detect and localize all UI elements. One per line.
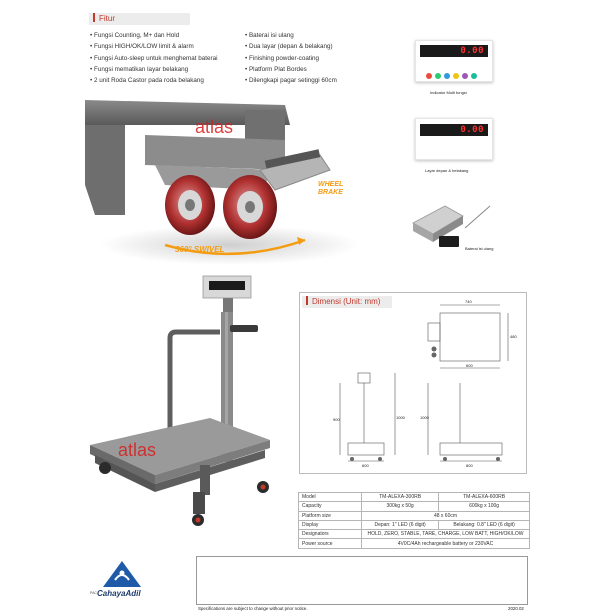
brand-logo [90,560,170,602]
dimensions-title: Dimensi (Unit: mm) [312,297,381,306]
spec-table-wrapper [298,492,530,549]
footer-date: 2020.02 [508,606,524,611]
swivel-label: 360° SWIVEL [175,245,225,254]
dual-display-caption: Layar depan & belakang [425,168,469,173]
dimension-drawings [300,293,526,473]
indicator-screen [420,45,488,57]
indicator-button [462,73,468,79]
wheel-brake-line2: BRAKE [318,189,343,196]
dim-side-height: 1000 [420,415,429,420]
table-cell-label: Display [299,520,362,529]
platform-scale-illustration [85,270,285,532]
feature-item: • Fungsi Counting, M+ dan Hold [90,30,218,41]
table-cell: TM-ALEXA-600RB [439,493,530,502]
table-cell: 300kg x 50g [362,502,439,511]
table-row [299,539,530,548]
dim-side-depth: 800 [466,463,473,468]
features-right-list [245,30,337,86]
dim-top-depth: 480 [510,334,517,339]
table-cell: Belakang: 0.8" LED (6 digit) [439,520,530,529]
table-cell-label: Model [299,493,362,502]
fitur-title: Fitur [99,14,115,23]
dual-display-device [415,118,493,160]
feature-item: • Baterai isi ulang [245,30,337,41]
dim-top-width: 740 [465,299,472,304]
indicator-button [453,73,459,79]
indicator-button [426,73,432,79]
indicator-button [444,73,450,79]
table-cell: 4V0C/4Ah rechargeable battery or 230VAC [362,539,530,548]
table-cell: TM-ALEXA-300RB [362,493,439,502]
dim-top-total: 600 [466,363,473,368]
table-row [299,502,530,511]
brand-emblem-icon [102,560,142,588]
fitur-header [89,13,190,25]
table-cell-label: Power source [299,539,362,548]
table-cell: HOLD, ZERO, STABLE, TARE, CHARGE, LOW BATT, HIGH/OK/LOW [362,530,530,539]
dim-front-height: 900 [333,417,340,422]
wheel-brake-line1: WHEEL [318,181,344,188]
dimensions-panel [299,292,527,474]
indicator-button [435,73,441,79]
battery-illustration [405,198,495,253]
table-row [299,493,530,502]
footer-note: Specifications are subject to change without prior notice. [198,606,308,611]
feature-item: • Fungsi HIGH/OK/LOW limit & alarm [90,41,218,52]
feature-item: • Dua layar (depan & belakang) [245,41,337,52]
indicator-buttons [424,66,488,84]
wheel-brake-label [318,181,343,197]
feature-item: • Finishing powder-coating [245,53,337,64]
indicator-caption: Indicator Multi fungsi [430,90,467,95]
indicator-button [471,73,477,79]
brand-prefix: PAC [90,591,97,595]
notes-box [196,556,528,605]
brand-name: CahayaAdil [97,589,141,598]
battery-caption: Baterai isi ulang [465,246,494,251]
table-row [299,511,530,520]
feature-item: • Fungsi Auto-sleep untuk menghemat baterai [90,53,218,64]
dim-front-width: 600 [362,463,369,468]
feature-item: • Dilengkapi pagar setinggi 60cm [245,75,337,86]
table-row [299,530,530,539]
watermark-text: atlas [195,117,234,137]
watermark-text: atlas [118,440,157,460]
indicator-readout: 0.00 [460,46,484,56]
dim-front-total: 1000 [396,415,405,420]
table-cell: Depan: 1" LED (6 digit) [362,520,439,529]
table-cell-label: Designators [299,530,362,539]
feature-item: • Platform Plat Bordes [245,64,337,75]
table-cell-label: Platform size [299,511,362,520]
scale-product-image [85,270,285,532]
table-cell: 600kg x 100g [439,502,530,511]
table-cell: 48 x 60cm [362,511,530,520]
dual-display-readout: 0.00 [460,125,484,135]
spec-table [298,492,530,549]
battery-image [405,198,495,253]
table-cell-label: Capacity [299,502,362,511]
feature-item: • 2 unit Roda Castor pada roda belakang [90,75,218,86]
header-accent-bar [93,13,95,22]
features-left-list [90,30,218,86]
dual-display-screen [420,124,488,136]
feature-item: • Fungsi mematikan layar belakang [90,64,218,75]
table-row [299,520,530,529]
indicator-device [415,40,493,82]
